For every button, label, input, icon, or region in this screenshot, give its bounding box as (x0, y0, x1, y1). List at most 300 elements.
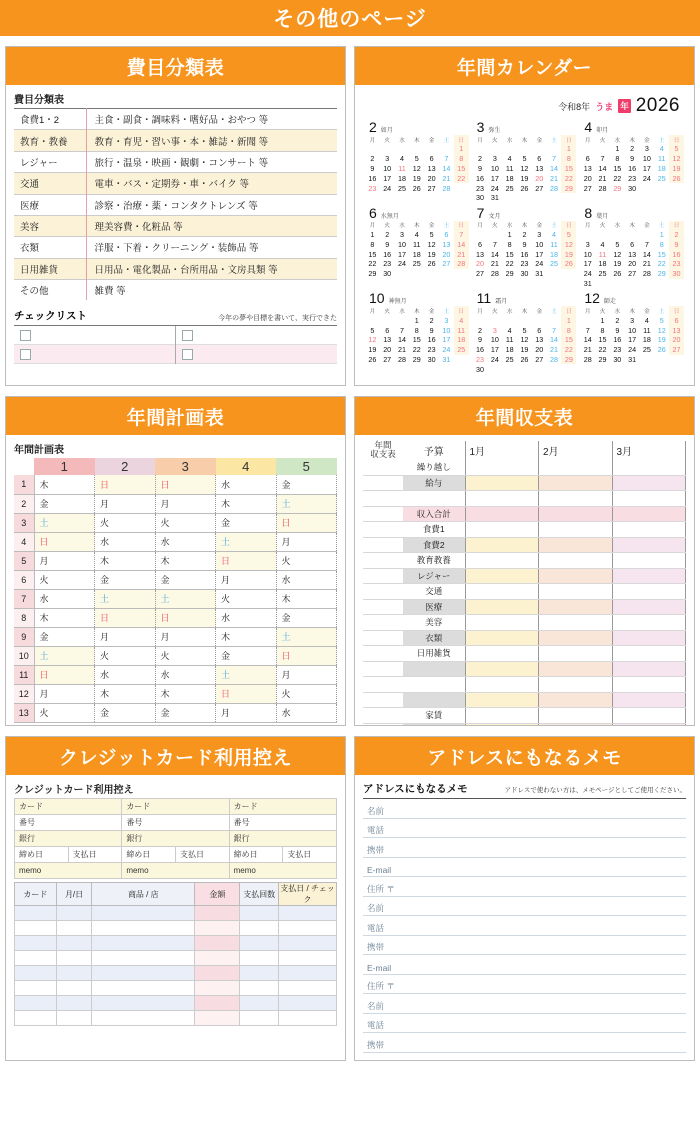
checkbox-icon[interactable] (20, 330, 31, 341)
credit-memo-cell[interactable]: memo (15, 863, 122, 879)
calendar-day-empty (547, 193, 562, 203)
balance-value-cell[interactable] (612, 630, 686, 646)
plan-day-cell[interactable] (34, 665, 95, 684)
balance-value-cell[interactable] (539, 584, 613, 600)
balance-spacer (363, 630, 403, 646)
balance-value-cell[interactable] (465, 553, 539, 569)
calendar-grid (580, 221, 684, 289)
plan-day-cell[interactable] (216, 551, 277, 570)
plan-day-cell[interactable] (95, 684, 156, 703)
balance-value-cell[interactable] (612, 522, 686, 538)
balance-value-cell[interactable] (612, 537, 686, 553)
balance-value-cell[interactable] (612, 584, 686, 600)
credit-log-cell[interactable] (15, 981, 57, 996)
balance-value-cell[interactable] (465, 584, 539, 600)
weekday-header: 木 (629, 137, 635, 144)
credit-log-cell[interactable] (56, 951, 91, 966)
weekday-header: 火 (384, 137, 390, 144)
plan-day-cell[interactable] (216, 475, 277, 494)
plan-day-cell[interactable] (155, 551, 216, 570)
calendar-day: 21 (583, 345, 592, 355)
calendar-day: 5 (561, 230, 576, 240)
credit-log-cell[interactable] (195, 951, 240, 966)
address-field-row[interactable] (363, 1053, 686, 1062)
address-field-row[interactable]: 携帯 (363, 936, 686, 956)
credit-log-cell[interactable] (92, 906, 195, 921)
plan-day-cell[interactable] (34, 570, 95, 589)
calendar-day-empty (473, 144, 488, 154)
credit-field-cell[interactable]: 番号 (15, 815, 122, 831)
credit-log-cell[interactable] (240, 981, 279, 996)
address-field-row[interactable]: 名前 (363, 897, 686, 917)
calendar-year-row (363, 91, 686, 119)
credit-log-cell[interactable] (92, 921, 195, 936)
credit-log-cell[interactable] (56, 996, 91, 1011)
credit-log-cell[interactable] (240, 906, 279, 921)
calendar-day: 24 (490, 354, 499, 364)
plan-day-cell[interactable] (276, 551, 337, 570)
balance-row-label: 交通 (403, 584, 465, 600)
credit-payment-date[interactable]: 支払日 (68, 847, 122, 863)
balance-value-cell[interactable] (539, 522, 613, 538)
credit-log-cell[interactable] (92, 996, 195, 1011)
balance-value-cell[interactable] (465, 537, 539, 553)
credit-memo-cell[interactable]: memo (122, 863, 229, 879)
balance-row-label: 食費2 (403, 537, 465, 553)
plan-day-cell[interactable] (34, 646, 95, 665)
calendar-grid (365, 306, 469, 364)
calendar-day: 9 (615, 325, 620, 335)
balance-value-cell[interactable] (539, 708, 613, 724)
address-field-row[interactable]: 住所 〒 (363, 975, 686, 995)
weekday-header: 水 (506, 308, 513, 315)
calendar-day: 21 (490, 259, 499, 269)
calendar-day: 26 (561, 259, 576, 269)
calendar-day: 9 (478, 163, 483, 173)
calendar-day: 2 (615, 315, 620, 325)
credit-date-row (15, 847, 337, 863)
credit-log-cell[interactable] (195, 936, 240, 951)
credit-field-cell[interactable]: カード (15, 799, 122, 815)
calendar-day: 21 (397, 345, 406, 355)
plan-weekday-label: 金 (221, 518, 231, 528)
balance-value-cell[interactable] (465, 630, 539, 646)
credit-log-cell[interactable] (92, 966, 195, 981)
calendar-day-empty (487, 315, 502, 325)
calendar-day: 29 (561, 183, 576, 193)
plan-day-cell[interactable] (155, 627, 216, 646)
credit-log-cell[interactable] (56, 936, 91, 951)
credit-log-cell[interactable] (195, 981, 240, 996)
plan-day-cell[interactable] (276, 665, 337, 684)
expense-row (14, 130, 337, 151)
balance-value-cell[interactable] (612, 553, 686, 569)
calendar-month-number: 6 (369, 204, 377, 221)
plan-day-cell[interactable] (276, 608, 337, 627)
plan-day-cell[interactable] (155, 532, 216, 551)
balance-value-cell[interactable] (612, 460, 686, 476)
plan-day-cell[interactable] (34, 532, 95, 551)
balance-value-cell[interactable] (612, 506, 686, 522)
plan-day-cell[interactable] (216, 684, 277, 703)
calendar-day: 8 (414, 325, 419, 335)
calendar-day-empty (654, 183, 669, 193)
plan-day-cell[interactable] (216, 608, 277, 627)
plan-day-cell[interactable] (155, 475, 216, 494)
credit-log-cell[interactable] (195, 1011, 240, 1026)
calendar-week-row (580, 183, 684, 193)
expense-detail: 雑費 等 (86, 280, 337, 301)
plan-day-cell[interactable] (34, 513, 95, 532)
balance-row (363, 460, 686, 476)
address-field-row[interactable]: 携帯 (363, 838, 686, 858)
plan-day-cell[interactable] (34, 494, 95, 513)
plan-day-cell[interactable] (34, 684, 95, 703)
credit-log-cell[interactable] (240, 996, 279, 1011)
credit-log-cell[interactable] (92, 1011, 195, 1026)
plan-day-cell[interactable] (95, 475, 156, 494)
plan-day-cell[interactable] (216, 494, 277, 513)
balance-value-cell[interactable] (539, 553, 613, 569)
calendar-day: 25 (642, 345, 651, 355)
credit-log-row (15, 966, 337, 981)
credit-payment-date[interactable]: 支払日 (175, 847, 229, 863)
plan-day-cell[interactable] (95, 532, 156, 551)
expense-table (14, 108, 337, 300)
plan-day-cell[interactable] (34, 551, 95, 570)
address-field-row[interactable]: 携帯 (363, 1033, 686, 1053)
plan-table (14, 458, 337, 723)
credit-log-cell[interactable] (195, 906, 240, 921)
plan-weekday-label: 木 (100, 689, 110, 699)
calendar-day: 3 (492, 325, 497, 335)
credit-log-cell[interactable] (279, 966, 337, 981)
credit-log-cell[interactable] (15, 921, 57, 936)
balance-value-cell[interactable] (612, 568, 686, 584)
credit-closing-date[interactable]: 締め日 (122, 847, 176, 863)
credit-log-cell[interactable] (240, 966, 279, 981)
address-field-row[interactable]: 名前 (363, 799, 686, 819)
checklist-row[interactable] (176, 326, 338, 345)
plan-day-cell[interactable] (34, 703, 95, 722)
plan-day-cell[interactable] (155, 608, 216, 627)
credit-payment-date[interactable]: 支払日 (283, 847, 337, 863)
plan-row (14, 665, 337, 684)
calendar-day: 13 (427, 163, 436, 173)
balance-value-cell[interactable] (539, 506, 613, 522)
plan-day-cell[interactable] (216, 703, 277, 722)
balance-value-cell[interactable] (539, 630, 613, 646)
balance-value-cell[interactable] (465, 723, 539, 726)
weekday-header: 火 (384, 308, 390, 315)
balance-value-cell[interactable] (465, 475, 539, 491)
balance-value-cell[interactable] (612, 677, 686, 693)
balance-value-cell[interactable] (539, 460, 613, 476)
calendar-month-number: 12 (584, 290, 600, 307)
credit-closing-date[interactable]: 締め日 (229, 847, 283, 863)
plan-day-cell[interactable] (95, 665, 156, 684)
address-field-row[interactable]: E-mail (363, 858, 686, 878)
credit-log-cell[interactable] (279, 906, 337, 921)
credit-log-cell[interactable] (279, 1011, 337, 1026)
balance-value-cell[interactable] (465, 522, 539, 538)
calendar-day: 28 (454, 259, 469, 269)
plan-day-cell[interactable] (276, 684, 337, 703)
plan-day-cell[interactable] (155, 665, 216, 684)
credit-log-cell[interactable] (195, 921, 240, 936)
address-field-row[interactable]: 住所 〒 (363, 877, 686, 897)
credit-field-cell[interactable]: 銀行 (15, 831, 122, 847)
balance-value-cell[interactable] (465, 506, 539, 522)
calendar-day-empty (439, 269, 454, 279)
plan-day-cell[interactable] (216, 646, 277, 665)
plan-day-cell[interactable] (276, 475, 337, 494)
plan-day-cell[interactable] (34, 608, 95, 627)
credit-log-cell[interactable] (279, 921, 337, 936)
credit-field-cell[interactable]: 番号 (229, 815, 336, 831)
credit-log-cell[interactable] (279, 996, 337, 1011)
balance-value-cell[interactable] (465, 646, 539, 662)
balance-spacer (363, 553, 403, 569)
plan-day-cell[interactable] (155, 646, 216, 665)
calendar-day: 10 (442, 325, 451, 335)
balance-value-cell[interactable] (612, 615, 686, 631)
balance-value-cell[interactable] (612, 692, 686, 708)
balance-row (363, 630, 686, 646)
balance-value-cell[interactable] (539, 568, 613, 584)
balance-value-cell[interactable] (612, 723, 686, 726)
plan-day-cell[interactable] (155, 570, 216, 589)
balance-value-cell[interactable] (539, 475, 613, 491)
checkbox-icon[interactable] (20, 349, 31, 360)
credit-log-cell[interactable] (240, 921, 279, 936)
checklist-row[interactable] (14, 345, 175, 364)
checklist-row[interactable] (14, 326, 175, 345)
balance-value-cell[interactable] (612, 661, 686, 677)
plan-day-cell[interactable] (34, 475, 95, 494)
plan-weekday-label: 木 (100, 556, 110, 566)
balance-value-cell[interactable] (465, 491, 539, 507)
balance-value-cell[interactable] (612, 708, 686, 724)
balance-value-cell[interactable] (465, 615, 539, 631)
calendar-week-row (473, 315, 577, 325)
plan-day-cell[interactable] (155, 494, 216, 513)
calendar-week-row (365, 249, 469, 259)
plan-day-cell[interactable] (276, 532, 337, 551)
credit-log-cell[interactable] (279, 981, 337, 996)
balance-value-cell[interactable] (465, 599, 539, 615)
credit-log-cell[interactable] (279, 936, 337, 951)
credit-log-cell[interactable] (15, 951, 57, 966)
credit-log-cell[interactable] (15, 1011, 57, 1026)
credit-log-cell[interactable] (92, 951, 195, 966)
plan-day-cell[interactable] (216, 570, 277, 589)
balance-value-cell[interactable] (465, 677, 539, 693)
weekday-header: 金 (644, 137, 650, 144)
plan-weekday-label: 水 (160, 537, 170, 547)
credit-card-info-table (14, 798, 337, 879)
calendar-day: 10 (535, 239, 544, 249)
calendar-day: 11 (398, 163, 406, 173)
credit-log-cell[interactable] (240, 951, 279, 966)
weekday-header: 土 (658, 308, 665, 315)
credit-log-cell[interactable] (56, 921, 91, 936)
balance-value-cell[interactable] (539, 646, 613, 662)
plan-day-cell[interactable] (95, 627, 156, 646)
credit-log-cell[interactable] (15, 996, 57, 1011)
credit-log-cell[interactable] (56, 906, 91, 921)
balance-value-cell[interactable] (612, 646, 686, 662)
calendar-month-head (580, 205, 684, 221)
plan-day-cell[interactable] (276, 494, 337, 513)
plan-row (14, 608, 337, 627)
plan-day-cell[interactable] (95, 608, 156, 627)
calendar-day: 4 (454, 315, 469, 325)
weekday-header: 月 (584, 223, 591, 230)
plan-day-cell[interactable] (95, 551, 156, 570)
plan-day-cell[interactable] (276, 570, 337, 589)
credit-log-cell[interactable] (195, 966, 240, 981)
checkbox-icon[interactable] (182, 330, 193, 341)
balance-value-cell[interactable] (465, 460, 539, 476)
calendar-day: 18 (505, 345, 514, 355)
plan-day-cell[interactable] (276, 513, 337, 532)
plan-day-cell[interactable] (276, 646, 337, 665)
calendar-week-row (473, 249, 577, 259)
plan-day-cell[interactable] (95, 703, 156, 722)
plan-day-cell[interactable] (276, 627, 337, 646)
panel-credit-body (6, 775, 345, 1026)
calendar-day-empty (380, 315, 395, 325)
plan-day-cell[interactable] (216, 513, 277, 532)
balance-value-cell[interactable] (539, 723, 613, 726)
plan-day-cell[interactable] (95, 494, 156, 513)
credit-log-cell[interactable] (92, 981, 195, 996)
plan-day-cell[interactable] (276, 703, 337, 722)
plan-day-cell[interactable] (216, 627, 277, 646)
calendar-day: 20 (583, 173, 592, 183)
calendar-day: 29 (368, 269, 377, 279)
credit-field-cell[interactable]: カード (229, 799, 336, 815)
plan-day-cell[interactable] (95, 589, 156, 608)
checkbox-icon[interactable] (182, 349, 193, 360)
credit-log-cell[interactable] (240, 1011, 279, 1026)
plan-weekday-label: 日 (100, 479, 110, 490)
balance-value-cell[interactable] (465, 708, 539, 724)
calendar-grid (473, 306, 577, 374)
credit-log-cell[interactable] (56, 981, 91, 996)
plan-day-cell[interactable] (155, 684, 216, 703)
calendar-day-empty (517, 315, 532, 325)
credit-field-cell[interactable]: 番号 (122, 815, 229, 831)
balance-value-cell[interactable] (539, 491, 613, 507)
credit-log-cell[interactable] (15, 966, 57, 981)
calendar-day: 14 (550, 335, 559, 345)
plan-weekday-label: 金 (100, 575, 110, 585)
plan-day-cell[interactable] (155, 703, 216, 722)
calendar-day: 10 (628, 325, 637, 335)
calendar-day: 9 (385, 239, 390, 249)
plan-day-cell[interactable] (216, 589, 277, 608)
calendar-week-row (580, 315, 684, 325)
plan-weekday-label: 木 (39, 479, 49, 490)
balance-value-cell[interactable] (539, 661, 613, 677)
credit-log-cell[interactable] (240, 936, 279, 951)
balance-value-cell[interactable] (465, 661, 539, 677)
credit-log-column-header: 月/日 (56, 883, 91, 906)
checklist-row[interactable] (176, 345, 338, 364)
balance-value-cell[interactable] (465, 692, 539, 708)
balance-value-cell[interactable] (539, 537, 613, 553)
credit-log-cell[interactable] (279, 951, 337, 966)
address-field-row[interactable]: 名前 (363, 994, 686, 1014)
balance-value-cell[interactable] (539, 599, 613, 615)
credit-memo-cell[interactable]: memo (229, 863, 336, 879)
plan-day-cell[interactable] (34, 627, 95, 646)
plan-row (14, 684, 337, 703)
calendar-day: 17 (535, 249, 544, 259)
balance-value-cell[interactable] (612, 491, 686, 507)
expense-row (14, 237, 337, 258)
balance-value-cell[interactable] (612, 599, 686, 615)
plan-day-cell[interactable] (155, 513, 216, 532)
credit-log-cell[interactable] (195, 996, 240, 1011)
plan-day-cell[interactable] (155, 589, 216, 608)
weekday-header: 木 (521, 308, 528, 315)
balance-row (363, 491, 686, 507)
credit-field-cell[interactable]: カード (122, 799, 229, 815)
plan-day-cell[interactable] (276, 589, 337, 608)
calendar-day: 15 (368, 249, 377, 259)
credit-field-cell[interactable]: 銀行 (229, 831, 336, 847)
credit-log-cell[interactable] (56, 1011, 91, 1026)
calendar-day-empty (654, 355, 669, 365)
balance-value-cell[interactable] (539, 677, 613, 693)
address-field-row[interactable]: 電話 (363, 916, 686, 936)
plan-day-cell[interactable] (95, 570, 156, 589)
plan-day-cell[interactable] (34, 589, 95, 608)
calendar-day-empty (654, 279, 669, 289)
plan-day-cell[interactable] (95, 646, 156, 665)
calendar-day: 9 (522, 239, 527, 249)
credit-log-cell[interactable] (15, 906, 57, 921)
address-field-row[interactable]: 電話 (363, 1014, 686, 1034)
credit-log-cell[interactable] (92, 936, 195, 951)
balance-value-cell[interactable] (612, 475, 686, 491)
credit-field-cell[interactable]: 銀行 (122, 831, 229, 847)
balance-value-cell[interactable] (465, 568, 539, 584)
address-field-row[interactable]: E-mail (363, 955, 686, 975)
plan-day-cell[interactable] (216, 532, 277, 551)
calendar-day: 7 (552, 154, 557, 164)
calendar-day: 21 (642, 259, 651, 269)
calendar-week-row (580, 279, 684, 289)
weekday-header: 木 (413, 308, 420, 315)
balance-value-cell[interactable] (539, 615, 613, 631)
credit-log-cell[interactable] (15, 936, 57, 951)
plan-day-cell[interactable] (95, 513, 156, 532)
plan-day-cell[interactable] (216, 665, 277, 684)
calendar-day: 17 (628, 335, 637, 345)
address-field-row[interactable]: 電話 (363, 819, 686, 839)
credit-log-cell[interactable] (56, 966, 91, 981)
balance-value-cell[interactable] (539, 692, 613, 708)
calendar-day: 30 (476, 364, 485, 374)
calendar-month-number: 10 (369, 290, 385, 307)
calendar-day: 27 (427, 183, 436, 193)
calendar-day: 13 (476, 249, 485, 259)
credit-closing-date[interactable]: 締め日 (15, 847, 69, 863)
